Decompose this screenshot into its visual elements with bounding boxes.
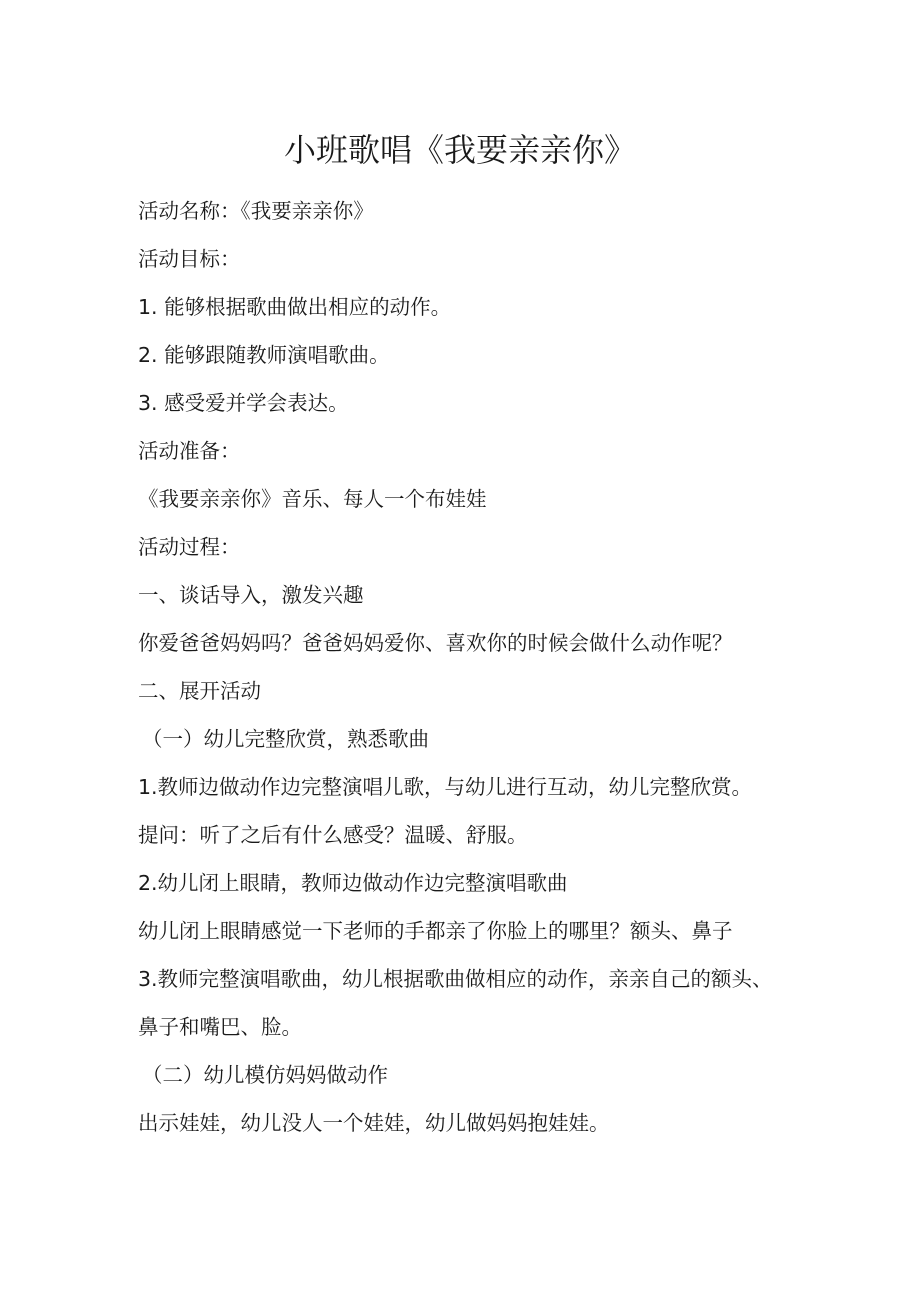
- document-title: 小班歌唱《我要亲亲你》: [283, 131, 636, 169]
- activity-name-line: 活动名称：《我要亲亲你》: [138, 199, 374, 223]
- subsection-one-heading: （一）幼儿完整欣赏，熟悉歌曲: [142, 727, 429, 751]
- step-1-text: 1.教师边做动作边完整演唱儿歌，与幼儿进行互动，幼儿完整欣赏。: [138, 775, 753, 799]
- step-3-continuation: 鼻子和嘴巴、脸。: [138, 1015, 302, 1039]
- step-2-text: 2.幼儿闭上眼睛，教师边做动作边完整演唱歌曲: [138, 871, 568, 895]
- goal-item-3: 3. 感受爱并学会表达。: [138, 391, 349, 415]
- process-heading: 活动过程：: [138, 535, 241, 559]
- step-2-detail: 幼儿闭上眼睛感觉一下老师的手都亲了你脸上的哪里？额头、鼻子: [138, 919, 733, 943]
- goal-item-2: 2. 能够跟随教师演唱歌曲。: [138, 343, 390, 367]
- section-one-text: 你爱爸爸妈妈吗？爸爸妈妈爱你、喜欢你的时候会做什么动作呢？: [138, 631, 733, 655]
- goal-item-1: 1. 能够根据歌曲做出相应的动作。: [138, 295, 452, 319]
- section-one-heading: 一、谈话导入，激发兴趣: [138, 583, 364, 607]
- preparation-content: 《我要亲亲你》音乐、每人一个布娃娃: [138, 487, 487, 511]
- step-3-text: 3.教师完整演唱歌曲，幼儿根据歌曲做相应的动作，亲亲自己的额头、: [138, 967, 773, 991]
- activity-goals-heading: 活动目标：: [138, 247, 241, 271]
- section-two-heading: 二、展开活动: [138, 679, 261, 703]
- subsection-two-text: 出示娃娃，幼儿没人一个娃娃，幼儿做妈妈抱娃娃。: [138, 1111, 610, 1135]
- question-text: 提问：听了之后有什么感受？温暖、舒服。: [138, 823, 528, 847]
- subsection-two-heading: （二）幼儿模仿妈妈做动作: [142, 1063, 388, 1087]
- preparation-heading: 活动准备：: [138, 439, 241, 463]
